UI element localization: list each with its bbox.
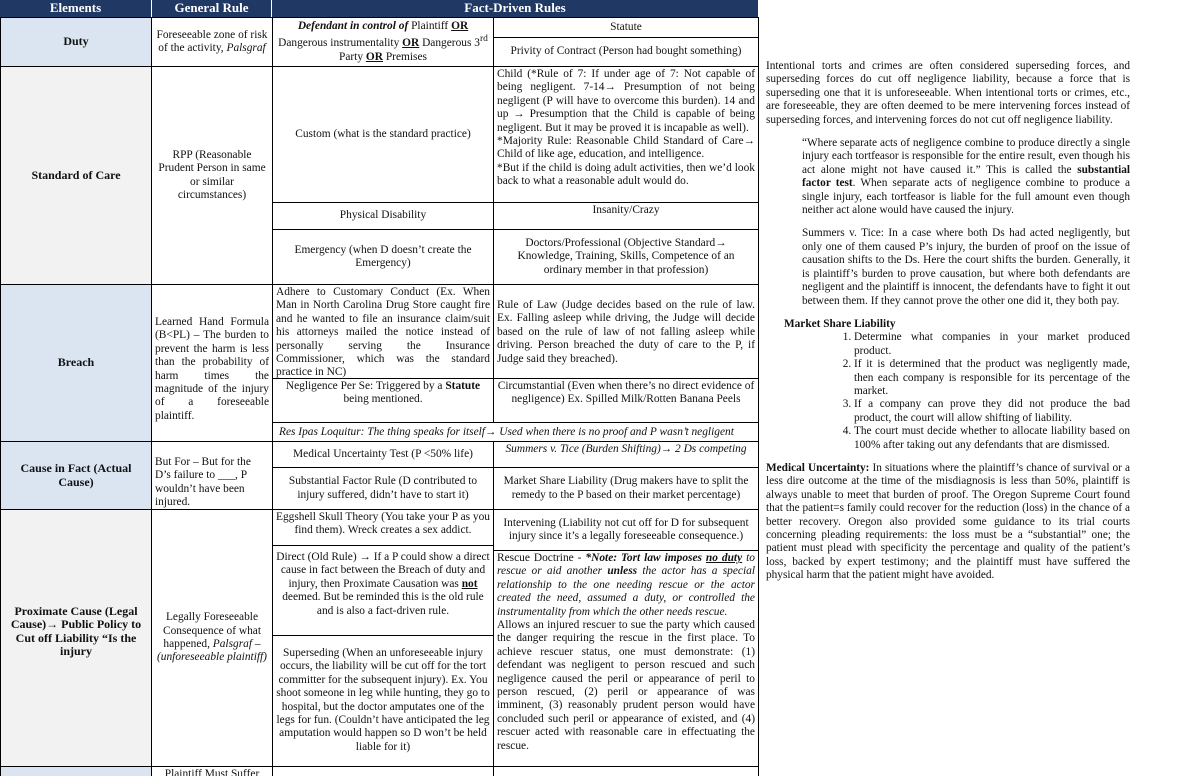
duty-defendant-control: Defendant in control of Plaintiff OR Dangerous instrumentality OR Dangerous 3rd Party OR Premises <box>272 17 494 67</box>
standard-child: Child (*Rule of 7: If under age of 7: Not capable of being negligent. 7-14→ Presumption of not being negligent (P will have to overcome this burden). 14 and up → Presumption that the Child is capable of being negligent. But it may be proved it is incapable as well). *Majority Rule: Reasonable Child Standard of Care→ Child of like age, education, and intelligence. *But if the child is doing adult activities, then we’d look back to what a reasonable adult would do. <box>493 66 759 203</box>
proximate-direct-old-rule: Direct (Old Rule) → If a P could show a direct cause in fact between the Breach of duty and injury, then Proximate Causation was not deemed. But be reminded this is the old rule and is also a fact-driven rule. <box>272 545 494 636</box>
standard-physical-disability: Physical Disability <box>272 202 494 230</box>
element-damages <box>0 766 152 776</box>
note-intentional-torts: Intentional torts and crimes are often considered superseding forces, and superseding forces do cut off negligence liability, because a force that is superseding one that it is unforeseeable. When intentional torts or crimes, etc., are foreseeable, they are often deemed to be mere intervening forces instead of superseding forces, and intervening forces do not cut off negligence liability. <box>766 60 1130 126</box>
note-substantial-factor: “Where separate acts of negligence combine to produce directly a single injury each tortfeasor is responsible for the entire result, even though his act alone might not have caused it.” This is called the substantial factor test. When separate acts of negligence combine to produce a single injury, each tortfeasor is liable for the full amount even though neither act alone would have caused the injury. <box>802 137 1131 217</box>
duty-statute-label: Statute <box>493 17 759 38</box>
element-cause-in-fact: Cause in Fact (Actual Cause) <box>0 441 152 510</box>
market-step: 3. If a company can prove they did not produce the bad product, the court will allow shifting of liability. <box>854 398 1130 425</box>
market-step: 2. If it is determined that the product was negligently made, then each company is responsible for its percentage of the market. <box>854 358 1130 398</box>
damages-general-rule: Plaintiff Must Suffer <box>151 766 273 776</box>
element-standard-of-care: Standard of Care <box>0 66 152 285</box>
proximate-rescue-doctrine: Rescue Doctrine - *Note: Tort law imposes no duty to rescue or aid another unless the actor has a special relationship to the one needing rescue or the actor created the need, assumed a duty, or controlled the instrumentality from which the other needs rescue. Allows an injured rescuer to sue the party which caused the danger requiring the rescue in the first place. To achieve rescuer status, one must demonstrate: (1) defendant was negligent to person rescued and such negligence caused the peril or appearance of peril to person rescued, (2) peril or appearance of was imminent, (3) reasonably prudent person would have concluded such peril or appearance of existed, and (4) rescuer acted with reasonable care in effectuating the rescue. <box>493 550 759 767</box>
breach-customary-conduct: Adhere to Customary Conduct (Ex. When Man in North Carolina Drug Store caught fire and he wanted to file an insurance claim/suit his attorneys mailed the notice instead of personally serving the Insurance Commissioner, which was the standard practice in NC) <box>272 284 494 379</box>
damages-fact-cell-2 <box>493 766 759 776</box>
cause-but-for: But For – But for the D’s failure to ___, P wouldn’t have been injured. <box>151 441 273 510</box>
breach-negligence-per-se: Negligence Per Se: Triggered by a Statute being mentioned. <box>272 378 494 423</box>
header-elements: Elements <box>0 0 152 17</box>
side-notes <box>766 60 1130 593</box>
market-step: 4. The court must decide whether to allocate liability based on 100% after taking out any defendants that are dismissed. <box>854 425 1130 452</box>
cause-market-share: Market Share Liability (Drug makers have to split the remedy to the P based on their market percentage) <box>493 467 759 510</box>
element-breach: Breach <box>0 284 152 442</box>
breach-res-ipsa-loquitur: Res Ipas Loquitur: The thing speaks for itself→ Used when there is no proof and P wasn’t negligent <box>272 422 759 442</box>
note-market-share-steps <box>766 331 1130 452</box>
element-duty: Duty <box>0 17 152 67</box>
breach-rule-of-law: Rule of Law (Judge decides based on the rule of law. Ex. Falling asleep while driving, the Judge will decide based on the rule of law of not falling asleep while driving. Person breached the duty of care to the P, if Judge said they breached). <box>493 284 759 379</box>
standard-general-rule: RPP (Reasonable Prudent Person in same or similar circumstances) <box>151 66 273 285</box>
duty-privity-of-contract: Privity of Contract (Person had bought something) <box>493 37 759 67</box>
cause-medical-uncertainty: Medical Uncertainty Test (P <50% life) <box>272 441 494 468</box>
element-proximate-cause: Proximate Cause (Legal Cause)→ Public Policy to Cut off Liability “Is the injury <box>0 509 152 767</box>
header-general-rule: General Rule <box>152 0 272 17</box>
duty-general-rule: Foreseeable zone of risk of the activity, Palsgraf <box>151 17 273 67</box>
header-fact-driven-rules: Fact-Driven Rules <box>272 0 759 17</box>
standard-doctors-professional: Doctors/Professional (Objective Standard→ Knowledge, Training, Skills, Competence of an ordinary member in that profession) <box>493 229 759 285</box>
standard-custom: Custom (what is the standard practice) <box>272 66 494 203</box>
damages-fact-cell-1 <box>272 766 494 776</box>
proximate-superseding: Superseding (When an unforeseeable injury occurs, the liability will be cut off for the tort committer for the subsequent injury). Ex. You shoot someone in leg while hunting, they go to hospital, but the doctor amputates one of the legs for fun. (Couldn’t have anticipated the leg amputation would happen so D won’t be held liable for it) <box>272 635 494 767</box>
note-summers-v-tice: Summers v. Tice: In a case where both Ds had acted negligently, but only one of them caused P’s injury, the burden of proof on the issue of causation shifts to the Ds. Here the court shifts the burden. Generally, it is plaintiff’s burden to prove causation, but where both defendants are negligent and the plaintiff is innocent, the defendants have to fight it out between them. If they cannot prove the other one did it, they both pay. <box>802 227 1130 307</box>
cause-summers-v-tice: Summers v. Tice (Burden Shifting)→ 2 Ds competing <box>493 441 759 468</box>
breach-learned-hand-formula: Learned Hand Formula (B<PL) – The burden to prevent the harm is less than the probability of harm times the magnitude of the injury of a foreseeable plaintiff. <box>151 284 273 442</box>
proximate-eggshell-skull: Eggshell Skull Theory (You take your P as you find them). Wreck creates a sex addict. <box>272 509 494 546</box>
proximate-intervening: Intervening (Liability not cut off for D for subsequent injury since it’s a legally foreseeable consequence.) <box>493 509 759 551</box>
standard-insanity: Insanity/Crazy <box>493 202 759 230</box>
note-medical-uncertainty: Medical Uncertainty: In situations where the plaintiff’s chance of survival or a less dire outcome at the time of the misdiagnosis is less than 50%, plaintiff is always unable to meet that burden of proof. The Oregon Supreme Court found that the patient=s family could recover for the reduction (loss) in the chance of a better recovery. Oregon also provided some guidance to its trial courts concerning pleading requirements: the loss must be a “substantial” one; the patient must plead with specificity the percentage and quality of the patient’s loss, backed by expert testimony; and the plaintiff must have suffered the physical harm that the patient might have avoided. <box>766 461 1130 582</box>
cause-substantial-factor: Substantial Factor Rule (D contributed to injury suffered, didn’t have to start it) <box>272 467 494 510</box>
standard-emergency: Emergency (when D doesn’t create the Emergency) <box>272 229 494 285</box>
breach-circumstantial: Circumstantial (Even when there’s no direct evidence of negligence) Ex. Spilled Milk/Rotten Banana Peels <box>493 378 759 423</box>
note-market-share-heading: Market Share Liability <box>784 317 896 330</box>
market-step: 1. Determine what companies in your market produced product. <box>854 331 1130 358</box>
proximate-general-rule: Legally Foreseeable Consequence of what happened, Palsgraf – (unforeseeable plaintiff) <box>151 509 273 767</box>
